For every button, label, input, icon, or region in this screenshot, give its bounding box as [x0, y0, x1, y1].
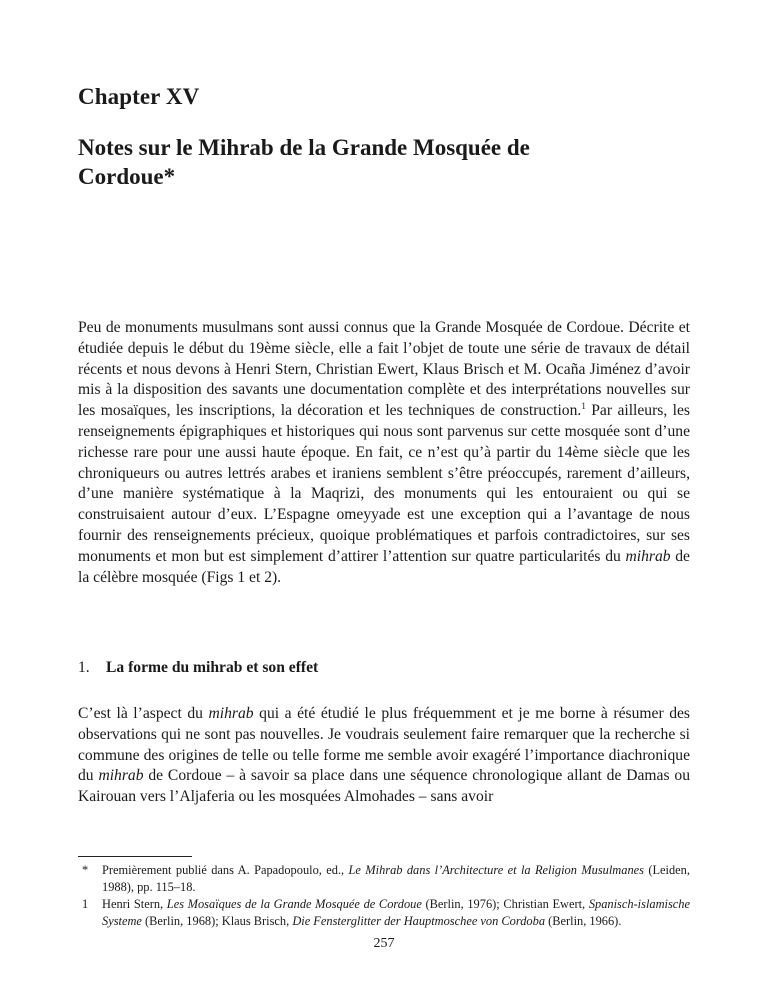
- page-number: 257: [373, 936, 395, 951]
- italic-term: mihrab: [208, 705, 254, 722]
- chapter-label: Chapter XV: [78, 84, 200, 109]
- footnote-text: (Berlin, 1966).: [545, 914, 622, 928]
- italic-term: mihrab: [625, 547, 671, 565]
- paragraph-text: C’est là l’aspect du: [78, 705, 209, 722]
- footnote-title: Les Mosaïques de la Grande Mosquée de Cordoue: [166, 897, 422, 911]
- footnote-text: Premièrement publié dans A. Papadopoulo, ed.,: [102, 863, 349, 877]
- footnote-text: (Berlin, 1968); Klaus Brisch,: [141, 914, 293, 928]
- footnote-title: Le Mihrab dans l’Architecture et la Religion Musulmanes: [348, 863, 644, 877]
- section-number: 1.: [78, 659, 90, 676]
- paragraph-text: de la célèbre mosquée (Figs 1 et 2).: [78, 547, 690, 586]
- section-title: La forme du mihrab et son effet: [106, 659, 319, 676]
- footnote: [78, 862, 690, 896]
- footnote-title: Spanisch-islamische Systeme: [102, 897, 690, 928]
- footnote: [78, 896, 690, 930]
- body-paragraph: [78, 318, 690, 588]
- book-page: [78, 0, 690, 994]
- paragraph-text: qui a été étudié le plus fréquemment et je me borne à résumer des observations qui ne sont pas nouvelles. Je voudrais seulement faire remarquer que la recherche si commune des origines de telle ou telle forme me semble avoir exagéré l’importance diachronique du: [78, 705, 690, 785]
- paragraph-text: Peu de monuments musulmans sont aussi connus que la Grande Mosquée de Cordoue. Décrite et étudiée depuis le début du 19ème siècle, elle a fait l’objet de toute une série de travaux de détail récents et nous devons à Henri Stern, Christian Ewert, Klaus Brisch et M. Ocaña Jiménez d’avoir mis à la disposition des savants une documentation complète et des interprétations nouvelles sur les mosaïques, les inscriptions, la décoration et les techniques de construction.: [78, 319, 690, 420]
- footnote-mark: *: [82, 863, 89, 877]
- footnote-reference[interactable]: 1: [581, 401, 586, 411]
- body-paragraph: [78, 704, 690, 808]
- chapter-title: Notes sur le Mihrab de la Grande Mosquée de Cordoue*: [78, 135, 530, 189]
- footnote-text: (Berlin, 1976); Christian Ewert,: [421, 897, 589, 911]
- footnote-text: Henri Stern,: [102, 897, 167, 911]
- footnote-title: Die Fensterglitter der Hauptmoschee von Cordoba: [292, 914, 546, 928]
- section-heading: [78, 659, 318, 677]
- italic-term: mihrab: [98, 767, 144, 785]
- footnote-divider: [78, 856, 192, 857]
- paragraph-text: de Cordoue – à savoir sa place dans une séquence chronologique allant de Damas ou Kairouan vers l’Aljaferia ou les mosquées Almohades – sans avoir: [78, 767, 690, 806]
- footnote-mark: 1: [82, 897, 89, 911]
- footnotes: [78, 862, 690, 930]
- paragraph-text: Par ailleurs, les renseignements épigraphiques et historiques qui nous sont parvenus sur cette mosquée sont d’une richesse rare pour une aussi haute époque. En fait, ce n’est qu’à partir du 14ème siècle que les chroniqueurs ou autres lettrés arabes et iraniens semblent s’être préoccupés, rarement d’ailleurs, d’une manière systématique à la Maqrizi, des monuments qui les entouraient ou qui se construisaient autour d’eux. L’Espagne omeyyade est une exception qui a l’avantage de nous fournir des renseignements précieux, quoique problématiques et parfois contradictoires, sur ses monuments et mon but est simplement d’attirer l’attention sur quatre particularités du: [78, 402, 690, 565]
- footnote-text: (Leiden, 1988), pp. 115–18.: [102, 863, 690, 894]
